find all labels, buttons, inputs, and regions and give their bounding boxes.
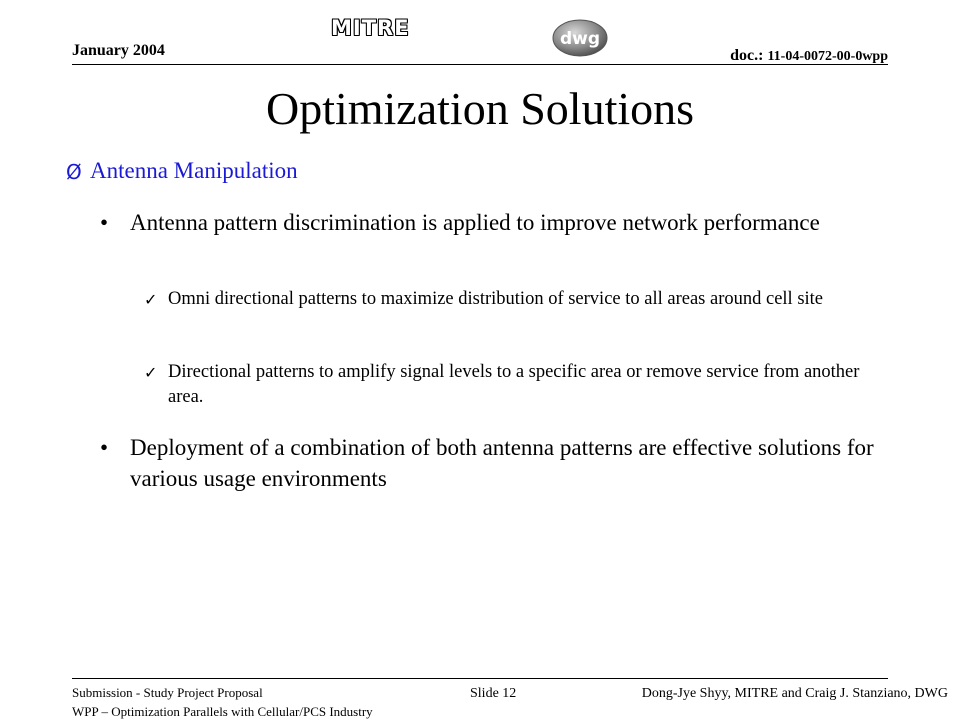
checkmark-icon: ✓ xyxy=(144,290,158,309)
dwg-logo-text: dwg xyxy=(559,29,601,49)
header-rule xyxy=(72,64,888,65)
arrow-bullet-icon: Ø xyxy=(66,160,82,184)
sub-bullet-text: Directional patterns to amplify signal levels to a specific area or remove service from another area. xyxy=(168,362,860,407)
checkmark-icon: ✓ xyxy=(144,363,158,382)
bullet-item xyxy=(100,432,890,494)
doc-number: 11-04-0072-00-0wpp xyxy=(767,49,888,64)
footer-rule xyxy=(72,678,888,679)
footer-line-1: Submission - Study Project Proposal xyxy=(72,685,263,700)
mitre-logo: MITRE xyxy=(331,16,410,40)
sub-bullet-item xyxy=(144,287,884,312)
bullet-text: Deployment of a combination of both antenna patterns are effective solutions for various usage environments xyxy=(130,435,874,491)
footer-submission xyxy=(72,683,373,721)
footer-line-2: WPP – Optimization Parallels with Cellular/PCS Industry xyxy=(72,704,373,719)
footer-authors: Dong-Jye Shyy, MITRE and Craig J. Stanziano, DWG xyxy=(641,686,948,701)
main-bullet-text: Antenna Manipulation xyxy=(90,158,298,183)
bullet-text: Antenna pattern discrimination is applied to improve network performance xyxy=(130,210,820,235)
header-date: January 2004 xyxy=(72,42,165,59)
document-id xyxy=(730,47,888,65)
main-bullet xyxy=(66,158,298,184)
dwg-logo xyxy=(551,18,609,58)
dot-bullet-icon: • xyxy=(100,210,109,235)
doc-label: doc.: xyxy=(730,47,764,64)
sub-bullet-item xyxy=(144,360,884,410)
slide-title: Optimization Solutions xyxy=(265,83,695,134)
slide-number: Slide 12 xyxy=(470,686,517,701)
bullet-item xyxy=(100,207,890,238)
sub-bullet-text: Omni directional patterns to maximize distribution of service to all areas around cell site xyxy=(168,289,824,309)
dot-bullet-icon: • xyxy=(100,435,109,460)
